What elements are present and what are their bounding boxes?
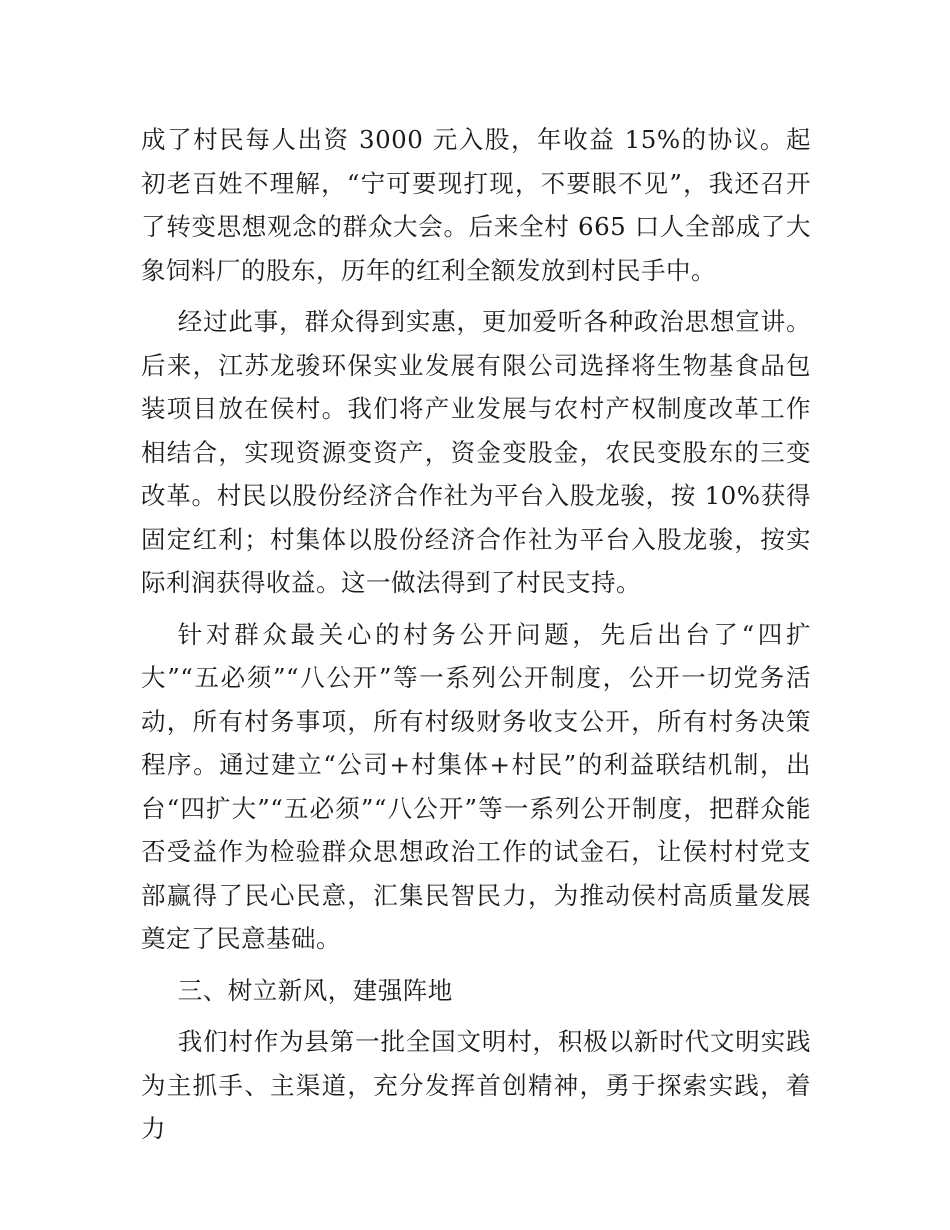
- document-body: [141, 118, 811, 1159]
- paragraph-continuation: 成了村民每人出资 3000 元入股，年收益 15%的协议。起初老百姓不理解，“宁可要现打现，不要眼不见”，我还召开了转变思想观念的群众大会。后来全村 665 口人全部成了大象饲料厂的股东，历年的红利全额发放到村民手中。: [141, 125, 811, 285]
- paragraph-village-affairs: 针对群众最关心的村务公开问题，先后出台了“四扩大”“五必须”“八公开”等一系列公开制度，公开一切党务活动，所有村务事项，所有村级财务收支公开，所有村务决策程序。通过建立“公司+村集体+村民”的利益联结机制，出台“四扩大”“五必须”“八公开”等一系列公开制度，把群众能否受益作为检验群众思想政治工作的试金石，让侯村村党支部赢得了民心民意，汇集民智民力，为推动侯村高质量发展奠定了民意基础。: [141, 619, 811, 953]
- paragraph-civilization: 我们村作为县第一批全国文明村，积极以新时代文明实践为主抓手、主渠道，充分发挥首创精神，勇于探索实践，着力: [141, 1027, 811, 1143]
- section-heading: 三、树立新风，建强阵地: [177, 975, 453, 1005]
- paragraph-shareholding: 经过此事，群众得到实惠，更加爱听各种政治思想宣讲。后来，江苏龙骏环保实业发展有限公司选择将生物基食品包装项目放在侯村。我们将产业发展与农村产权制度改革工作相结合，实现资源变资产，资金变股金，农民变股东的三变改革。村民以股份经济合作社为平台入股龙骏，按 10%获得固定红利；村集体以股份经济合作社为平台入股龙骏，按实际利润获得收益。这一做法得到了村民支持。: [141, 307, 811, 597]
